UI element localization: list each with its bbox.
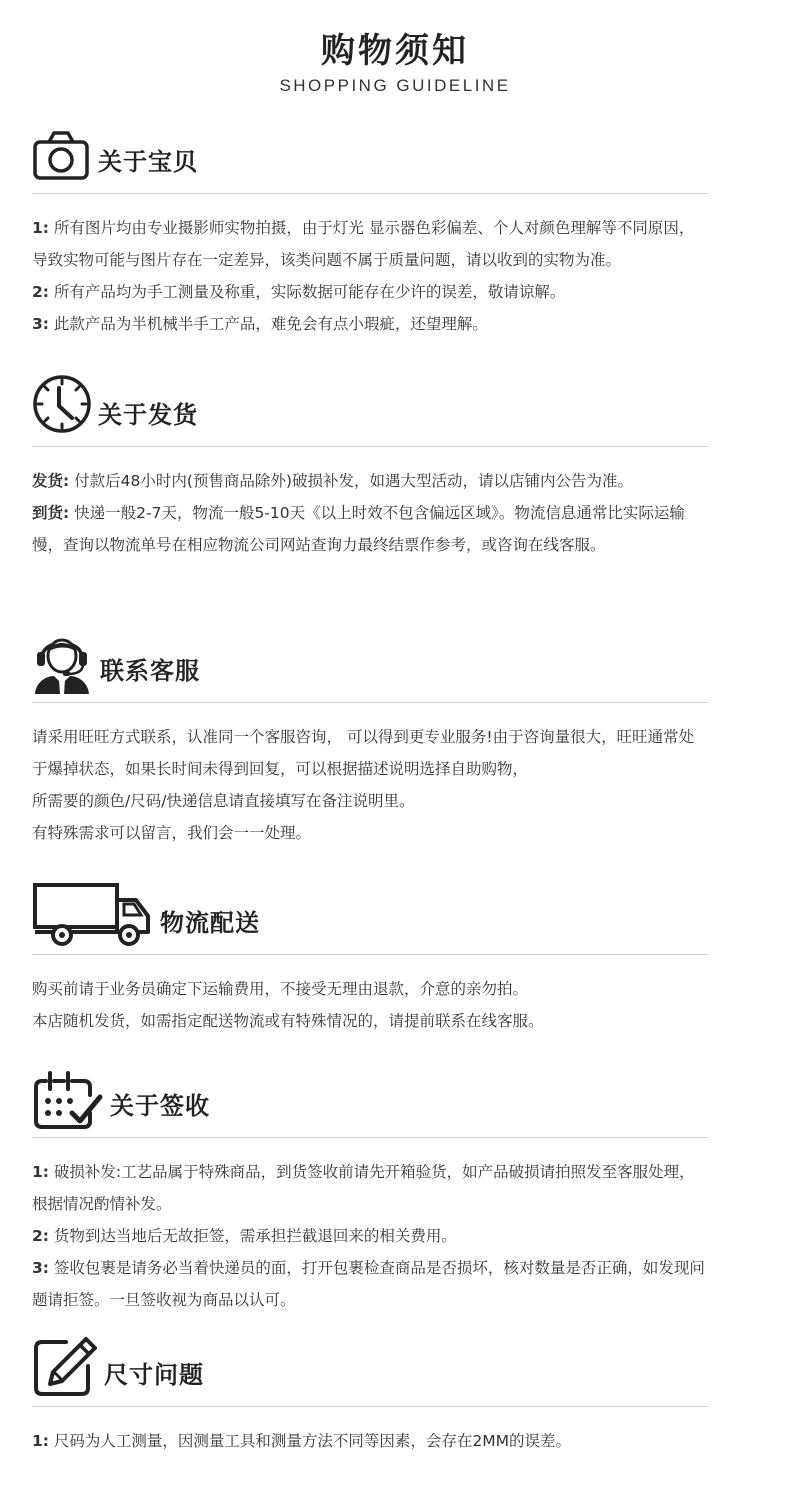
section-title: 关于签收 xyxy=(110,1092,210,1120)
section-header xyxy=(32,125,708,185)
section-divider xyxy=(32,446,708,447)
list-item: 2: 所有产品均为手工测量及称重，实际数据可能存在少许的误差，敬请谅解。 xyxy=(32,283,566,301)
list-item: 请采用旺旺方式联系，认准同一个客服咨询， 可以得到更专业服务!由于咨询量很大，旺旺通常处于爆掉状态，如果长时间未得到回复，可以根据描述说明选择自助购物， xyxy=(32,728,695,778)
truck-icon xyxy=(32,882,152,946)
section-body xyxy=(32,212,708,340)
list-item: 购买前请于业务员确定下运输费用，不接受无理由退款，介意的亲勿拍。 xyxy=(32,980,529,998)
list-item: 1: 尺码为人工测量，因测量工具和测量方法不同等因素，会存在2MM的误差。 xyxy=(32,1432,572,1450)
section-divider xyxy=(32,193,708,194)
section-receipt xyxy=(32,1069,708,1316)
pencil-edit-icon xyxy=(32,1336,98,1398)
list-item: 有特殊需求可以留言，我们会一一处理。 xyxy=(32,824,312,842)
section-logistics xyxy=(32,886,708,1037)
list-item: 3: 此款产品为半机械半手工产品，难免会有点小瑕疵，还望理解。 xyxy=(32,315,488,333)
page-title: 购物须知 xyxy=(321,31,469,71)
section-about-product xyxy=(32,125,708,340)
list-item: 1: 所有图片均由专业摄影师实物拍摄，由于灯光 显示器色彩偏差、个人对颜色理解等不同原因，导致实物可能与图片存在一定差异，该类问题不属于质量问题，请以收到的实物为准。 xyxy=(32,219,695,269)
section-customer-service xyxy=(32,634,708,849)
section-size xyxy=(32,1338,708,1457)
list-item: 1: 破损补发:工艺品属于特殊商品，到货签收前请先开箱验货，如产品破损请拍照发至客服处理，根据情况酌情补发。 xyxy=(32,1163,695,1213)
list-item: 发货: 付款后48小时内(预售商品除外)破损补发，如遇大型活动，请以店铺内公告为准。 xyxy=(32,472,633,490)
camera-icon xyxy=(32,129,90,185)
section-title: 物流配送 xyxy=(160,909,260,937)
section-body xyxy=(32,1156,708,1316)
section-title: 联系客服 xyxy=(100,657,200,685)
section-header xyxy=(32,634,708,694)
section-body xyxy=(32,1425,708,1457)
section-body xyxy=(32,465,708,561)
section-divider xyxy=(32,1406,708,1407)
page-subtitle: SHOPPING GUIDELINE xyxy=(279,76,511,95)
section-header xyxy=(32,886,708,946)
section-title: 关于发货 xyxy=(98,401,198,429)
section-header xyxy=(32,378,708,438)
section-shipping xyxy=(32,378,708,561)
list-item: 所需要的颜色/尺码/快递信息请直接填写在备注说明里。 xyxy=(32,792,415,810)
list-item: 本店随机发货，如需指定配送物流或有特殊情况的，请提前联系在线客服。 xyxy=(32,1012,544,1030)
section-divider xyxy=(32,702,708,703)
list-item: 到货: 快递一般2-7天，物流一般5-10天《以上时效不包含偏远区域》。物流信息通常比实际运输慢，查询以物流单号在相应物流公司网站查询力最终结票作参考，或咨询在线客服。 xyxy=(32,504,685,554)
section-header xyxy=(32,1338,708,1398)
calendar-check-icon xyxy=(32,1069,104,1129)
section-body xyxy=(32,721,708,849)
section-title: 关于宝贝 xyxy=(98,148,198,176)
section-title: 尺寸问题 xyxy=(104,1361,204,1389)
section-divider xyxy=(32,1137,708,1138)
page-header xyxy=(0,28,790,96)
section-header xyxy=(32,1069,708,1129)
list-item: 3: 签收包裹是请务必当着快递员的面，打开包裹检查商品是否损坏，核对数量是否正确，如发现问题请拒签。一旦签收视为商品以认可。 xyxy=(32,1259,705,1309)
section-body xyxy=(32,973,708,1037)
section-divider xyxy=(32,954,708,955)
clock-icon xyxy=(32,374,92,438)
customer-service-icon xyxy=(32,628,92,694)
list-item: 2: 货物到达当地后无故拒签，需承担拦截退回来的相关费用。 xyxy=(32,1227,457,1245)
